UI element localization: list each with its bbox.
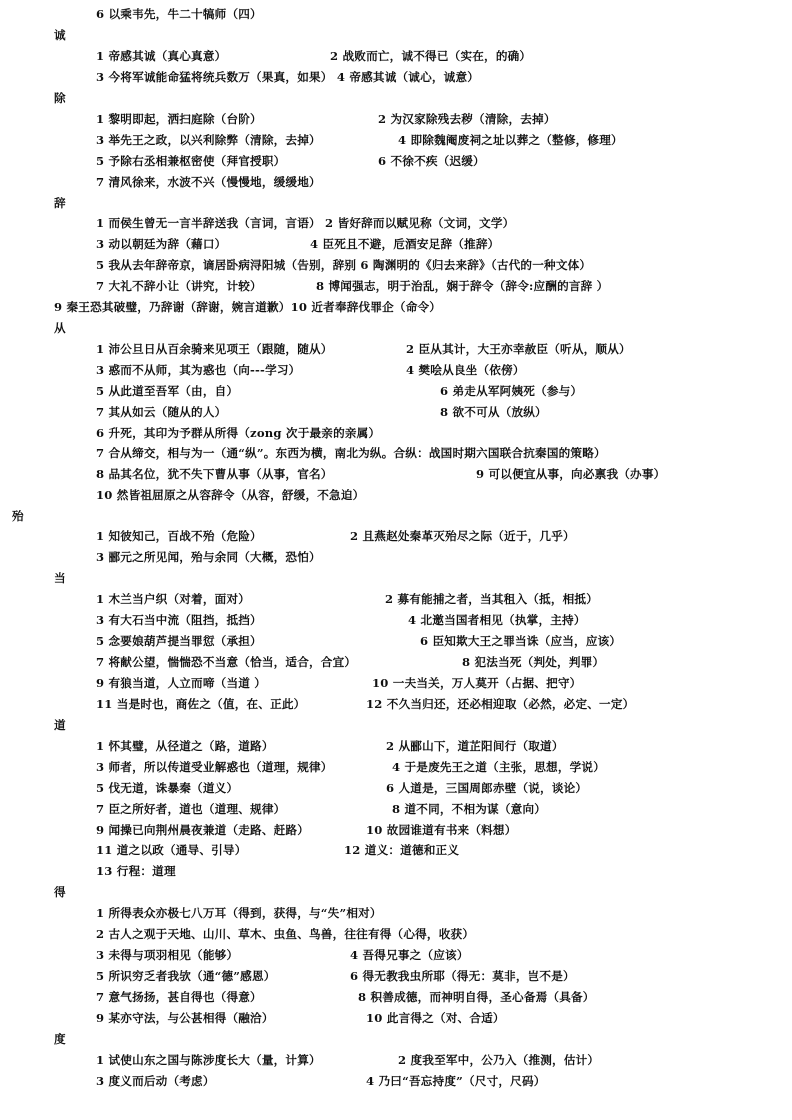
example-line: 1 沛公旦日从百余骑来见项王（跟随，随从） [96, 342, 333, 356]
example-line: 11 道之以政（通导、引导） [96, 843, 247, 857]
example-line: 10 然皆祖屈原之从容辞令（从容，舒缓，不急迫） [96, 488, 365, 502]
example-line: 8 品其名位，犹不失下曹从事（从事，官名） [96, 467, 333, 481]
entry-heading: 除 [54, 91, 66, 105]
example-line: 3 师者，所以传道受业解惑也（道理，规律） [96, 760, 333, 774]
example-line: 9 秦王恐其破璧，乃辞谢（辞谢，婉言道歉）10 近者奉辞伐罪企（命令） [54, 300, 442, 314]
example-line: 12 道义：道德和正义 [344, 843, 460, 857]
example-line: 3 举先王之政，以兴利除弊（清除，去掉） [96, 133, 321, 147]
example-line: 4 北邀当国者相见（执掌，主持） [408, 613, 586, 627]
example-line: 5 我从去年辞帝京，谪居卧病浔阳城（告别，辞别 6 陶渊明的《归去来辞》（古代的一种文体） [96, 258, 592, 272]
example-line: 4 吾得兄事之（应该） [350, 948, 469, 962]
example-line: 7 臣之所好者，道也（道理、规律） [96, 802, 286, 816]
example-line: 2 为汉家除残去秽（清除，去掉） [378, 112, 556, 126]
example-line: 3 动以朝廷为辞（藉口） [96, 237, 227, 251]
example-line: 3 未得与项羽相见（能够） [96, 948, 239, 962]
example-line: 4 即除魏阉废祠之址以葬之（整修，修理） [398, 133, 623, 147]
example-line: 1 帝感其诚（真心真意） [96, 49, 227, 63]
example-line: 8 道不同，不相为谋（意向） [392, 802, 547, 816]
example-line: 6 臣知欺大王之罪当诛（应当，应该） [420, 634, 622, 648]
example-line: 6 以乘韦先，牛二十犒师（四） [96, 7, 262, 21]
example-line: 10 一夫当关，万人莫开（占据、把守） [372, 676, 582, 690]
example-line: 3 惑而不从师，其为惑也（向---学习） [96, 363, 301, 377]
example-line: 4 臣死且不避，卮酒安足辞（推辞） [310, 237, 500, 251]
example-line: 13 行程：道理 [96, 864, 176, 878]
example-line: 7 合从缔交，相与为一（通“纵”。东西为横，南北为纵。合纵：战国时期六国联合抗秦国的策略） [96, 446, 606, 460]
example-line: 12 不久当归还，还必相迎取（必然，必定、一定） [366, 697, 635, 711]
example-line: 5 所识穷乏者我欤（通“德”感恩） [96, 969, 276, 983]
example-line: 1 试使山东之国与陈涉度长大（量，计算） [96, 1053, 321, 1067]
example-line: 2 度我至军中，公乃入（推测，估计） [398, 1053, 600, 1067]
example-line: 9 某亦守法，与公甚相得（融洽） [96, 1011, 274, 1025]
entry-heading: 得 [54, 885, 66, 899]
example-line: 9 闻操已向荆州晨夜兼道（走路、赶路） [96, 823, 309, 837]
example-line: 2 臣从其计，大王亦幸赦臣（听从，顺从） [406, 342, 631, 356]
example-line: 5 念要娘葫芦提当罪愆（承担） [96, 634, 262, 648]
example-line: 1 而侯生曾无一言半辞送我（言词，言语） 2 皆好辞而以赋见称（文词，文学） [96, 216, 515, 230]
entry-heading: 殆 [12, 509, 24, 523]
example-line: 2 从郦山下，道芷阳间行（取道） [386, 739, 564, 753]
example-line: 1 怀其璧，从径道之（路，道路） [96, 739, 274, 753]
example-line: 6 不徐不疾（迟缓） [378, 154, 485, 168]
example-line: 2 战败而亡，诚不得已（实在，的确） [330, 49, 532, 63]
example-line: 8 欲不可从（放纵） [440, 405, 547, 419]
example-line: 11 当是时也，商佐之（值，在、正此） [96, 697, 306, 711]
example-line: 6 弟走从军阿姨死（参与） [440, 384, 583, 398]
example-line: 6 升死，其印为予群从所得（zong 次于最亲的亲属） [96, 426, 381, 440]
entry-heading: 诚 [54, 28, 66, 42]
example-line: 5 伐无道，诛暴秦（道义） [96, 781, 239, 795]
example-line: 4 乃曰“吾忘持度”（尺寸，尺码） [366, 1074, 546, 1088]
example-line: 10 此言得之（对、合适） [366, 1011, 505, 1025]
example-line: 2 古人之观于天地、山川、草木、虫鱼、鸟兽，往往有得（心得，收获） [96, 927, 475, 941]
example-line: 1 木兰当户织（对着，面对） [96, 592, 251, 606]
example-line: 5 从此道至吾军（由，自） [96, 384, 239, 398]
example-line: 7 将献公望，惴惴恐不当意（恰当，适合，合宜） [96, 655, 357, 669]
example-line: 3 今将军诚能命猛将统兵数万（果真，如果） 4 帝感其诚（诚心，诚意） [96, 70, 480, 84]
example-line: 8 犯法当死（判处，判罪） [462, 655, 605, 669]
example-line: 7 大礼不辞小让（讲究，计较） [96, 279, 262, 293]
example-line: 2 且燕赵处秦革灭殆尽之际（近于，几乎） [350, 529, 575, 543]
example-line: 3 有大石当中流（阻挡，抵挡） [96, 613, 262, 627]
entry-heading: 当 [54, 571, 66, 585]
example-line: 4 樊哙从良坐（依傍） [406, 363, 525, 377]
example-line: 7 意气扬扬，甚自得也（得意） [96, 990, 262, 1004]
example-line: 10 故园谁道有书来（料想） [366, 823, 517, 837]
example-line: 3 郦元之所见闻，殆与余同（大概，恐怕） [96, 550, 321, 564]
example-line: 4 于是废先王之道（主张，思想，学说） [392, 760, 605, 774]
example-line: 3 度义而后动（考虑） [96, 1074, 215, 1088]
example-line: 8 博闻强志，明于治乱，娴于辞令（辞令:应酬的言辞 ） [316, 279, 609, 293]
example-line: 9 可以便宜从事，向必禀我（办事） [476, 467, 666, 481]
example-line: 8 积善成德，而神明自得，圣心备焉（具备） [358, 990, 595, 1004]
example-line: 1 知彼知己，百战不殆（危险） [96, 529, 262, 543]
example-line: 1 黎明即起，洒扫庭除（台阶） [96, 112, 262, 126]
example-line: 7 其从如云（随从的人） [96, 405, 227, 419]
entry-heading: 度 [54, 1032, 66, 1046]
entry-heading: 道 [54, 718, 66, 732]
example-line: 9 有狼当道，人立而啼（当道 ） [96, 676, 267, 690]
example-line: 6 得无教我虫所耶（得无：莫非，岂不是） [350, 969, 575, 983]
example-line: 1 所得表众亦极七八万耳（得到，获得，与“失”相对） [96, 906, 382, 920]
example-line: 6 人道是，三国周郎赤壁（说，谈论） [386, 781, 588, 795]
entry-heading: 辞 [54, 196, 66, 210]
example-line: 5 予除右丞相兼枢密使（拜官授职） [96, 154, 286, 168]
example-line: 2 募有能捕之者，当其租入（抵，相抵） [385, 592, 598, 606]
example-line: 7 清风徐来，水波不兴（慢慢地，缓缓地） [96, 175, 321, 189]
entry-heading: 从 [54, 321, 66, 335]
